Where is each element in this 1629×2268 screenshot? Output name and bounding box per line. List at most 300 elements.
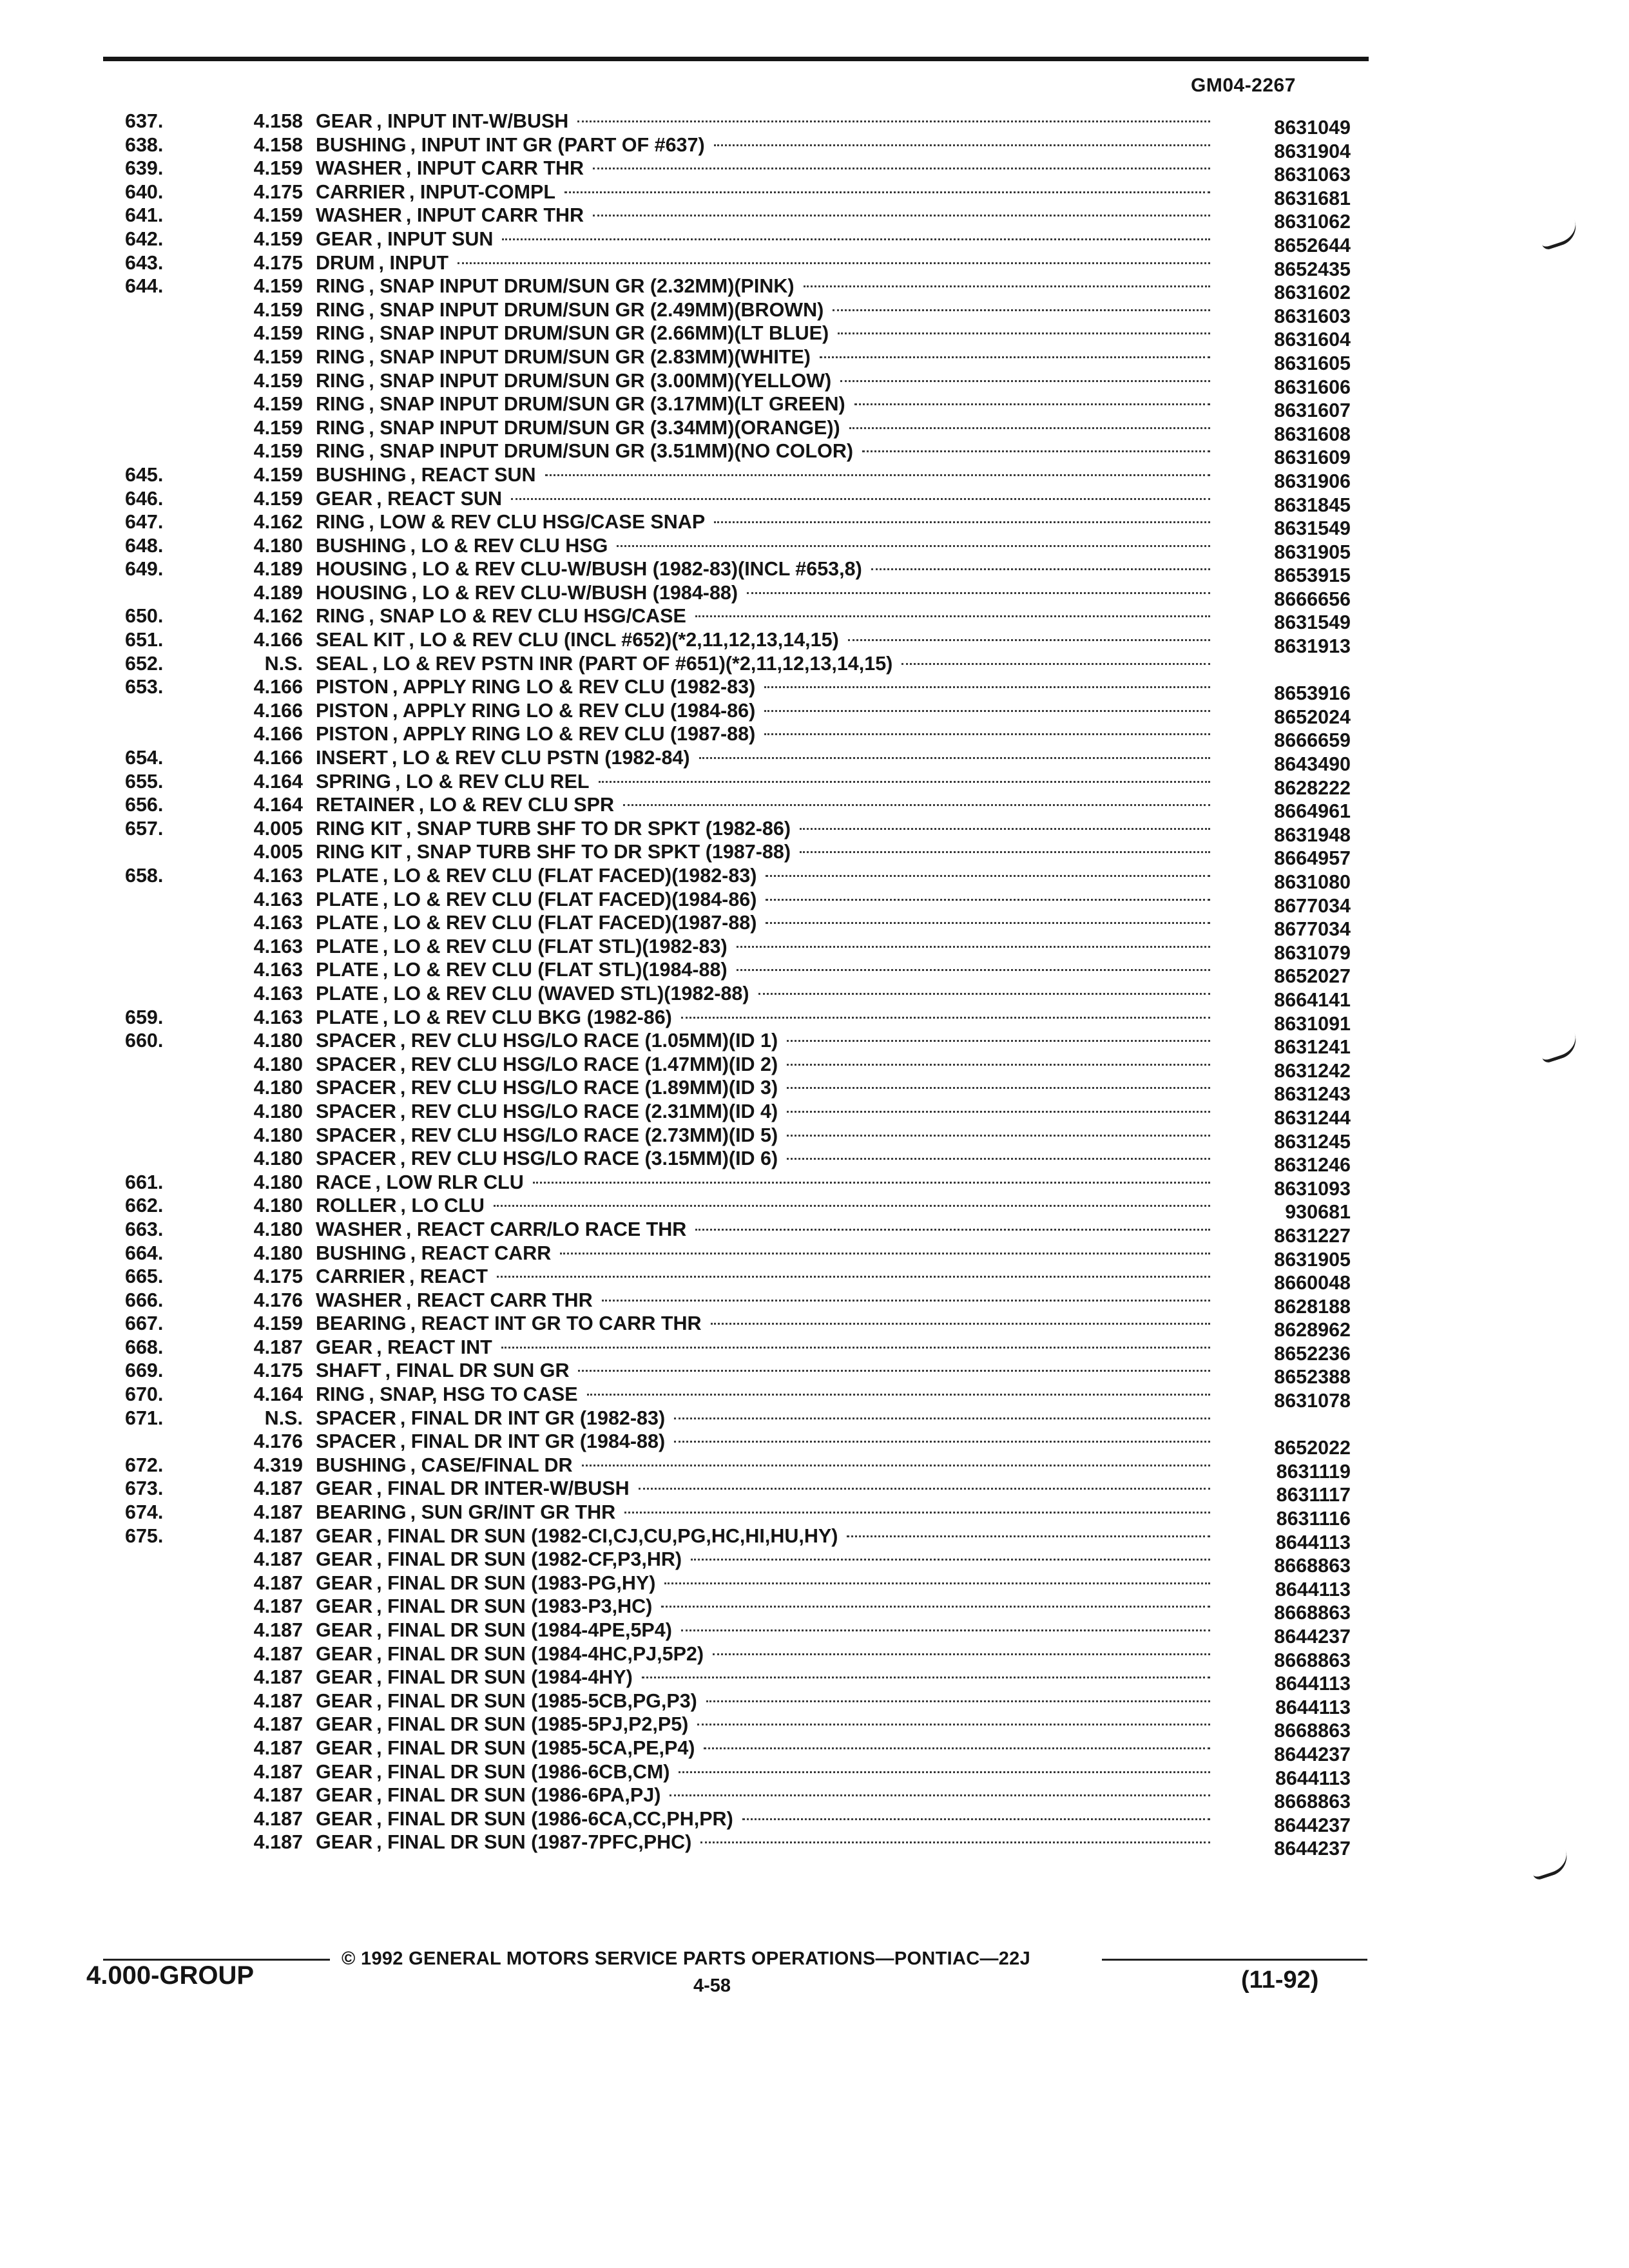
part-row	[0, 935, 1629, 964]
part-detail: , FINAL DR SUN (1986-6CA,CC,PH,PR)	[376, 1807, 733, 1830]
part-number: 8677034	[1274, 918, 1351, 941]
part-description	[316, 1336, 1210, 1360]
dot-leader	[800, 827, 1210, 830]
part-description	[316, 1595, 1210, 1619]
part-detail: , APPLY RING LO & REV CLU (1982-83)	[392, 676, 756, 698]
part-description	[316, 157, 1210, 180]
part-name: PLATE	[316, 865, 379, 887]
section-number: 4.162	[253, 605, 303, 628]
part-row	[0, 1171, 1629, 1200]
part-row	[0, 793, 1629, 823]
part-detail: , LO & REV CLU (FLAT FACED)(1984-86)	[382, 888, 757, 910]
part-description	[316, 227, 1210, 251]
part-number: 8631605	[1274, 352, 1351, 374]
part-description	[316, 1807, 1210, 1831]
part-name: GEAR	[316, 1713, 373, 1736]
part-row	[0, 1713, 1629, 1742]
part-row	[0, 652, 1629, 676]
part-detail: , FINAL DR SUN (1983-PG,HY)	[376, 1571, 656, 1594]
dot-leader	[820, 356, 1210, 358]
dot-leader	[871, 568, 1210, 570]
section-number: 4.159	[253, 1312, 303, 1335]
section-number: 4.187	[253, 1524, 303, 1547]
part-number: 8631080	[1274, 871, 1351, 893]
part-number: 8631845	[1274, 494, 1351, 516]
part-description	[316, 1713, 1210, 1736]
part-number: 8631091	[1274, 1012, 1351, 1035]
part-row	[0, 1124, 1629, 1153]
part-row	[0, 746, 1629, 776]
part-description	[316, 888, 1210, 912]
part-name: RING	[316, 345, 365, 368]
part-description	[316, 1265, 1210, 1289]
dot-leader	[787, 1063, 1210, 1066]
part-detail: , SNAP INPUT DRUM/SUN GR (2.32MM)(PINK)	[369, 275, 795, 298]
part-detail: , FINAL DR SUN (1985-5CB,PG,P3)	[376, 1689, 697, 1712]
part-detail: , LO & REV CLU HSG	[410, 534, 608, 557]
part-name: GEAR	[316, 1524, 373, 1547]
part-row	[0, 416, 1629, 445]
part-description	[316, 133, 1210, 157]
section-number: 4.163	[253, 959, 303, 981]
part-description	[316, 322, 1210, 345]
part-number: 8652644	[1274, 234, 1351, 256]
dot-leader	[602, 1299, 1210, 1302]
section-number: 4.180	[253, 1030, 303, 1052]
section-number: 4.187	[253, 1784, 303, 1807]
dot-leader	[737, 945, 1210, 948]
ref-number: 655.	[125, 770, 164, 793]
group-label: 4.000-GROUP	[86, 1961, 255, 1990]
part-detail: , LO & REV CLU (FLAT STL)(1982-83)	[382, 935, 728, 957]
dot-leader	[642, 1676, 1210, 1678]
section-number: 4.187	[253, 1336, 303, 1358]
part-detail: , REV CLU HSG/LO RACE (1.89MM)(ID 3)	[400, 1077, 778, 1099]
part-description	[316, 1689, 1210, 1713]
part-row	[0, 1666, 1629, 1695]
dot-leader	[862, 450, 1210, 452]
part-name: GEAR	[316, 1736, 373, 1759]
dot-leader	[545, 474, 1210, 476]
part-detail: , SNAP INPUT DRUM/SUN GR (2.49MM)(BROWN)	[369, 298, 824, 321]
part-detail: , INPUT INT-W/BUSH	[376, 110, 569, 132]
part-detail: , INPUT	[378, 251, 448, 274]
part-row	[0, 487, 1629, 516]
part-number: 8631243	[1274, 1083, 1351, 1106]
part-name: PLATE	[316, 959, 379, 981]
part-detail: , FINAL DR SUN (1984-4HY)	[376, 1666, 633, 1689]
part-number: 8644113	[1275, 1673, 1351, 1695]
part-number: 8631913	[1274, 635, 1351, 658]
part-row	[0, 1571, 1629, 1600]
dot-leader	[833, 309, 1210, 311]
section-number: 4.187	[253, 1477, 303, 1500]
part-number: 8631609	[1274, 447, 1351, 469]
section-number: 4.187	[253, 1595, 303, 1618]
part-description	[316, 1407, 1210, 1430]
part-description	[316, 1501, 1210, 1524]
part-detail: , FINAL DR SUN (1985-5CA,PE,P4)	[376, 1736, 695, 1759]
ref-number: 673.	[125, 1477, 164, 1500]
dot-leader	[623, 803, 1210, 806]
dot-leader	[766, 921, 1210, 924]
part-number: 8631607	[1274, 399, 1351, 422]
part-row	[0, 1242, 1629, 1271]
part-description	[316, 1006, 1210, 1030]
dot-leader	[838, 332, 1210, 334]
part-number: 8628188	[1274, 1295, 1351, 1318]
part-description	[316, 746, 1210, 770]
section-number: 4.163	[253, 982, 303, 1004]
part-detail: , REV CLU HSG/LO RACE (1.05MM)(ID 1)	[400, 1030, 778, 1052]
part-row	[0, 628, 1629, 658]
section-number: 4.005	[253, 841, 303, 863]
part-detail: , SNAP LO & REV CLU HSG/CASE	[369, 605, 686, 628]
part-name: RING	[316, 511, 365, 533]
section-number: 4.180	[253, 1148, 303, 1170]
part-name: GEAR	[316, 1760, 373, 1783]
dot-leader	[577, 120, 1210, 122]
part-row	[0, 1760, 1629, 1789]
part-detail: , LO & REV CLU BKG (1982-86)	[382, 1006, 672, 1028]
dot-leader	[787, 1157, 1210, 1160]
part-detail: , INPUT INT GR (PART OF #637)	[410, 133, 705, 156]
part-detail: , REV CLU HSG/LO RACE (1.47MM)(ID 2)	[400, 1053, 778, 1075]
part-row	[0, 604, 1629, 634]
part-detail: , LO & REV CLU PSTN (1982-84)	[391, 747, 690, 769]
part-row	[0, 1807, 1629, 1836]
part-description	[316, 510, 1210, 534]
part-name: SEAL KIT	[316, 629, 405, 651]
part-name: SPACER	[316, 1077, 396, 1099]
part-description	[316, 604, 1210, 628]
part-row	[0, 1312, 1629, 1341]
part-detail: , FINAL DR SUN (1983-P3,HC)	[376, 1595, 653, 1618]
ref-number: 675.	[125, 1524, 164, 1547]
part-row	[0, 699, 1629, 728]
part-row	[0, 180, 1629, 209]
part-number: 8631603	[1274, 305, 1351, 327]
part-row	[0, 1783, 1629, 1813]
section-number: 4.163	[253, 935, 303, 957]
part-number: 8660048	[1274, 1272, 1351, 1294]
part-row	[0, 133, 1629, 162]
part-number: 8668863	[1274, 1791, 1351, 1813]
part-detail: , SNAP, HSG TO CASE	[369, 1383, 578, 1406]
part-name: RETAINER	[316, 794, 415, 816]
ref-number: 641.	[125, 204, 164, 227]
section-number: 4.159	[253, 440, 303, 463]
dot-leader	[766, 874, 1210, 877]
ref-number: 650.	[125, 605, 164, 628]
part-number: 8668863	[1274, 1555, 1351, 1577]
part-row	[0, 675, 1629, 705]
part-detail: , LO & REV CLU-W/BUSH (1982-83)(INCL #653,8)	[411, 558, 862, 581]
part-description	[316, 204, 1210, 227]
dot-leader	[681, 1629, 1210, 1631]
section-number: 4.180	[253, 1195, 303, 1217]
part-name: RING	[316, 322, 365, 345]
part-name: GEAR	[316, 1784, 373, 1807]
dot-leader	[747, 591, 1210, 594]
part-description	[316, 1194, 1210, 1218]
part-number: 8666656	[1274, 588, 1351, 610]
section-number: 4.180	[253, 1077, 303, 1099]
section-number: 4.176	[253, 1289, 303, 1311]
section-number: 4.187	[253, 1713, 303, 1736]
dot-leader	[787, 1134, 1210, 1137]
dot-leader	[800, 850, 1210, 853]
section-number: 4.187	[253, 1807, 303, 1830]
dot-leader	[670, 1794, 1210, 1796]
section-number: 4.180	[253, 1171, 303, 1193]
part-number: 8644113	[1275, 1696, 1351, 1718]
part-detail: , LO & REV CLU REL	[394, 770, 590, 793]
section-number: 4.189	[253, 581, 303, 604]
part-number: 8652236	[1274, 1342, 1351, 1365]
part-row	[0, 1454, 1629, 1483]
section-number: 4.187	[253, 1689, 303, 1712]
part-name: GEAR	[316, 1548, 373, 1571]
part-number: 8631227	[1274, 1224, 1351, 1247]
ref-number: 651.	[125, 629, 164, 651]
section-number: 4.187	[253, 1831, 303, 1854]
dot-leader	[848, 639, 1210, 641]
copyright-text: © 1992 GENERAL MOTORS SERVICE PARTS OPERATIONS—PONTIAC—22J	[342, 1948, 1031, 1969]
part-detail: , REACT INT GR TO CARR THR	[410, 1312, 702, 1335]
dot-leader	[764, 686, 1210, 688]
dot-leader	[560, 1252, 1210, 1254]
dot-leader	[501, 1346, 1210, 1349]
section-number: 4.163	[253, 1006, 303, 1028]
part-number: 8628962	[1274, 1319, 1351, 1341]
part-row	[0, 204, 1629, 233]
part-number: 8644237	[1274, 1743, 1351, 1765]
part-detail: , SNAP INPUT DRUM/SUN GR (2.83MM)(WHITE)	[369, 345, 811, 368]
part-number: 8677034	[1274, 894, 1351, 917]
part-detail: , FINAL DR INT GR (1984-88)	[400, 1430, 666, 1453]
part-number: 8664141	[1274, 988, 1351, 1011]
part-description	[316, 251, 1210, 275]
part-number: 8668863	[1274, 1720, 1351, 1742]
part-name: PISTON	[316, 699, 389, 722]
part-description	[316, 1430, 1210, 1454]
ref-number: 661.	[125, 1171, 164, 1193]
part-row	[0, 1265, 1629, 1294]
part-detail: , CASE/FINAL DR	[410, 1454, 573, 1476]
part-number: 8631549	[1274, 517, 1351, 540]
part-name: WASHER	[316, 157, 402, 180]
dot-leader	[639, 1487, 1210, 1490]
part-description	[316, 1359, 1210, 1383]
part-name: SPRING	[316, 770, 391, 793]
dot-leader	[764, 733, 1210, 735]
part-number: 8631602	[1274, 282, 1351, 304]
part-row	[0, 1642, 1629, 1671]
part-row	[0, 1100, 1629, 1129]
part-name: GEAR	[316, 1595, 373, 1618]
part-detail: , APPLY RING LO & REV CLU (1984-86)	[392, 699, 756, 722]
ref-number: 669.	[125, 1360, 164, 1382]
part-description	[316, 1124, 1210, 1148]
part-row	[0, 840, 1629, 870]
dot-leader	[849, 427, 1210, 429]
part-description	[316, 110, 1210, 133]
part-detail: , SNAP INPUT DRUM/SUN GR (3.34MM)(ORANGE))	[369, 416, 840, 439]
dot-leader	[854, 403, 1210, 405]
part-number: 8652027	[1274, 965, 1351, 988]
part-name: BUSHING	[316, 1242, 407, 1264]
part-name: SPACER	[316, 1407, 396, 1429]
part-description	[316, 840, 1210, 864]
section-number: 4.187	[253, 1642, 303, 1665]
ref-number: 646.	[125, 487, 164, 510]
dot-leader	[681, 1016, 1210, 1019]
part-name: GEAR	[316, 1666, 373, 1689]
section-number: 4.189	[253, 558, 303, 581]
part-description	[316, 793, 1210, 817]
section-number: 4.163	[253, 865, 303, 887]
part-row	[0, 1831, 1629, 1860]
part-row	[0, 557, 1629, 587]
ref-number: 639.	[125, 157, 164, 180]
part-description	[316, 369, 1210, 393]
part-description	[316, 911, 1210, 935]
part-row	[0, 1076, 1629, 1106]
part-number: 8631062	[1274, 211, 1351, 233]
ref-number: 662.	[125, 1195, 164, 1217]
part-name: RACE	[316, 1171, 372, 1193]
part-name: RING	[316, 1383, 365, 1406]
part-detail: , REACT CARR/LO RACE THR	[405, 1218, 687, 1240]
part-row	[0, 1501, 1629, 1530]
part-detail: , REACT SUN	[410, 463, 536, 486]
part-detail: , FINAL DR SUN (1982-CI,CJ,CU,PG,HC,HI,HU,HY)	[376, 1524, 838, 1547]
section-number: 4.159	[253, 345, 303, 368]
part-description	[316, 1642, 1210, 1666]
part-name: RING KIT	[316, 817, 402, 840]
dot-leader	[664, 1582, 1210, 1584]
ref-number: 668.	[125, 1336, 164, 1358]
part-detail: , REV CLU HSG/LO RACE (2.31MM)(ID 4)	[400, 1100, 778, 1122]
part-number: 8653916	[1274, 682, 1351, 705]
section-number: 4.164	[253, 794, 303, 816]
dot-leader	[787, 1039, 1210, 1042]
part-detail: , REACT CARR	[410, 1242, 552, 1264]
dot-leader	[661, 1605, 1210, 1608]
part-name: GEAR	[316, 1336, 373, 1358]
part-detail: , SNAP INPUT DRUM/SUN GR (2.66MM)(LT BLUE)	[369, 322, 829, 345]
ref-number: 654.	[125, 747, 164, 769]
page-number: 4-58	[693, 1975, 731, 1996]
ref-number: 665.	[125, 1265, 164, 1288]
ref-number: 658.	[125, 865, 164, 887]
part-row	[0, 274, 1629, 304]
part-description	[316, 1760, 1210, 1784]
part-number: 8631681	[1274, 187, 1351, 209]
part-number: 8631241	[1274, 1036, 1351, 1059]
ref-number: 663.	[125, 1218, 164, 1240]
part-number: 8631608	[1274, 423, 1351, 445]
part-detail: , FINAL DR SUN (1984-4HC,PJ,5P2)	[376, 1642, 704, 1665]
part-row	[0, 864, 1629, 893]
part-name: GEAR	[316, 1831, 373, 1854]
part-detail: , REACT INT	[376, 1336, 492, 1358]
part-name: BEARING	[316, 1501, 407, 1524]
part-description	[316, 1619, 1210, 1642]
document-code: GM04-2267	[1191, 75, 1296, 96]
section-number: 4.187	[253, 1736, 303, 1759]
ref-number: 664.	[125, 1242, 164, 1264]
section-number: 4.166	[253, 676, 303, 698]
part-detail: , INPUT-COMPL	[409, 180, 556, 203]
part-detail: , FINAL DR SUN (1984-4PE,5P4)	[376, 1619, 672, 1641]
dot-leader	[787, 1086, 1210, 1089]
part-name: PLATE	[316, 888, 379, 910]
part-description	[316, 534, 1210, 558]
part-detail: , FINAL DR SUN (1985-5PJ,P2,P5)	[376, 1713, 689, 1736]
part-number: 8644237	[1274, 1626, 1351, 1648]
section-number: 4.159	[253, 275, 303, 298]
part-number: 8644237	[1274, 1814, 1351, 1836]
section-number: 4.164	[253, 1383, 303, 1406]
section-number: 4.159	[253, 393, 303, 416]
part-name: RING	[316, 440, 365, 463]
part-detail: , INPUT SUN	[376, 227, 494, 250]
part-description	[316, 1218, 1210, 1242]
part-description	[316, 1831, 1210, 1854]
part-description	[316, 1736, 1210, 1760]
dot-leader	[578, 1369, 1210, 1372]
part-description	[316, 298, 1210, 322]
part-name: PISTON	[316, 676, 389, 698]
part-number: 8652022	[1274, 1437, 1351, 1459]
ref-number: 647.	[125, 511, 164, 533]
section-number: 4.159	[253, 204, 303, 227]
dot-leader	[497, 1275, 1210, 1278]
part-row	[0, 1289, 1629, 1318]
part-number: 8631606	[1274, 376, 1351, 398]
dot-leader	[697, 1723, 1210, 1725]
section-number: 4.164	[253, 770, 303, 793]
dot-leader	[700, 1841, 1210, 1843]
section-number: 4.319	[253, 1454, 303, 1476]
part-number: 8631079	[1274, 941, 1351, 964]
part-number: 8668863	[1274, 1649, 1351, 1671]
part-row	[0, 251, 1629, 280]
part-number: 8631063	[1274, 164, 1351, 186]
part-detail: , LO & REV CLU (INCL #652)(*2,11,12,13,14,15)	[409, 629, 839, 651]
footer-rule-left	[103, 1959, 330, 1961]
part-description	[316, 439, 1210, 463]
part-name: RING KIT	[316, 841, 402, 863]
part-name: BEARING	[316, 1312, 407, 1335]
part-number: 8631244	[1274, 1106, 1351, 1129]
section-number: 4.187	[253, 1619, 303, 1641]
part-name: RING	[316, 393, 365, 416]
dot-leader	[494, 1204, 1210, 1207]
dot-leader	[458, 262, 1210, 264]
part-description	[316, 652, 1210, 676]
dot-leader	[511, 497, 1210, 500]
part-number: 8652024	[1274, 706, 1351, 728]
ref-number: 660.	[125, 1030, 164, 1052]
section-number: 4.187	[253, 1501, 303, 1524]
part-name: SEAL	[316, 652, 369, 675]
part-description	[316, 628, 1210, 652]
part-detail: , REACT CARR THR	[405, 1289, 593, 1311]
part-name: ROLLER	[316, 1195, 397, 1217]
